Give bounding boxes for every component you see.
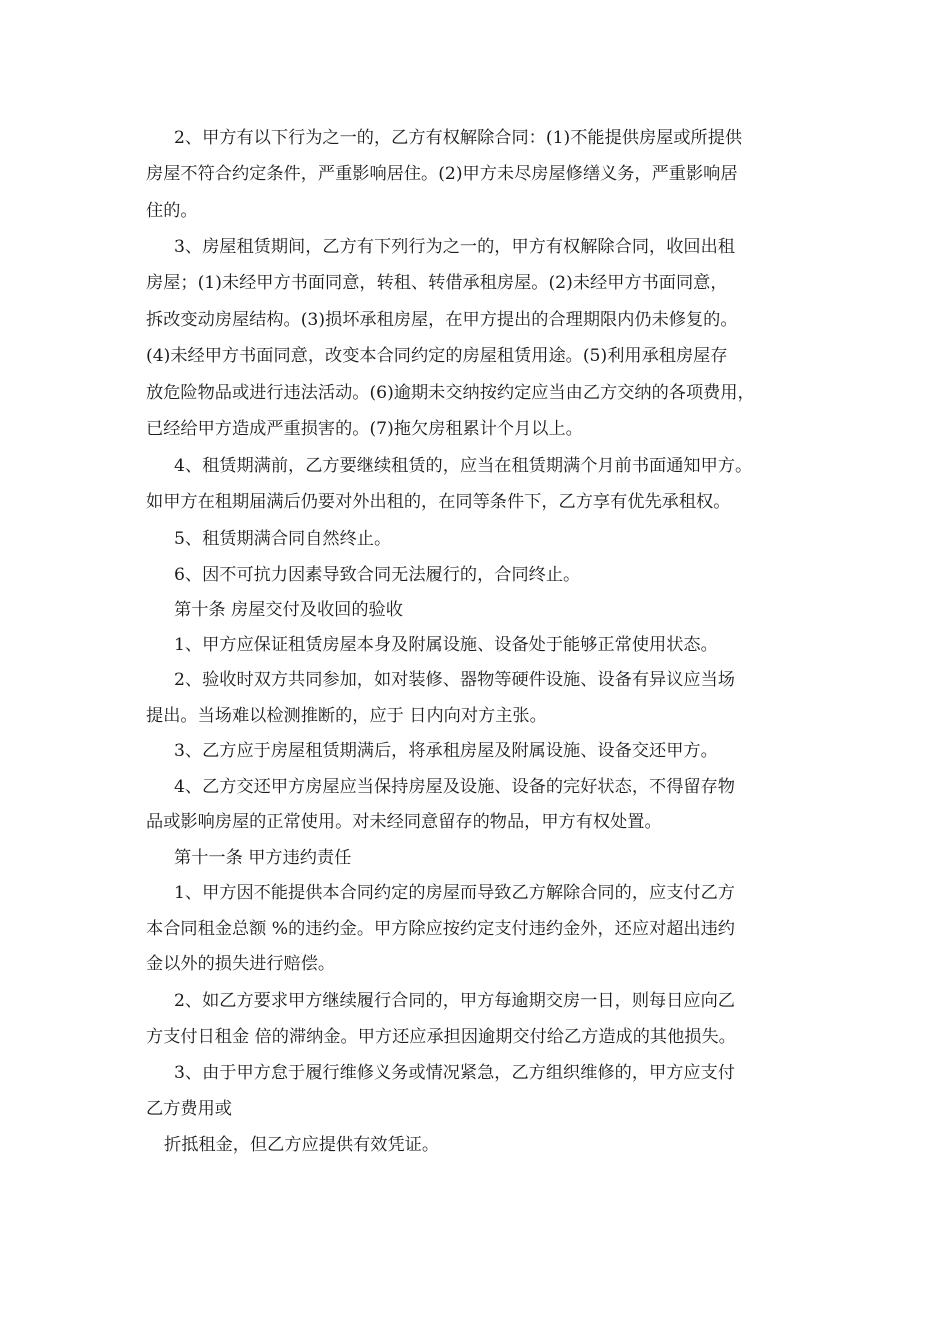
text-line: 放危险物品或进行违法活动。(6)逾期未交纳按约定应当由乙方交纳的各项费用， bbox=[146, 383, 755, 403]
text-line: 提出。当场难以检测推断的，应于 日内向对方主张。 bbox=[146, 706, 547, 726]
text-line: 4、租赁期满前，乙方要继续租赁的，应当在租赁期满个月前书面通知甲方。 bbox=[174, 456, 753, 476]
text-line: 5、租赁期满合同自然终止。 bbox=[174, 529, 392, 549]
text-line: 金以外的损失进行赔偿。 bbox=[146, 954, 336, 974]
section-heading: 第十一条 甲方违约责任 bbox=[174, 848, 352, 868]
text-line: 3、由于甲方怠于履行维修义务或情况紧急，乙方组织维修的，甲方应支付 bbox=[174, 1063, 735, 1083]
text-line: 2、甲方有以下行为之一的，乙方有权解除合同：(1)不能提供房屋或所提供 bbox=[174, 128, 743, 148]
text-line: 2、验收时双方共同参加，如对装修、器物等硬件设施、设备有异议应当场 bbox=[174, 670, 735, 690]
text-line: 房屋；(1)未经甲方书面同意，转租、转借承租房屋。(2)未经甲方书面同意， bbox=[146, 273, 728, 293]
text-line: 6、因不可抗力因素导致合同无法履行的，合同终止。 bbox=[174, 565, 581, 585]
text-line: 方支付日租金 倍的滞纳金。甲方还应承担因逾期交付给乙方造成的其他损失。 bbox=[146, 1027, 736, 1047]
text-line: 3、乙方应于房屋租赁期满后，将承租房屋及附属设施、设备交还甲方。 bbox=[174, 741, 718, 761]
text-line: 2、如乙方要求甲方继续履行合同的，甲方每逾期交房一日，则每日应向乙 bbox=[174, 991, 735, 1011]
text-line: 3、房屋租赁期间，乙方有下列行为之一的，甲方有权解除合同，收回出租 bbox=[174, 237, 735, 257]
section-heading: 第十条 房屋交付及收回的验收 bbox=[174, 600, 403, 620]
text-line: 乙方费用或 bbox=[146, 1099, 232, 1119]
text-line: 房屋不符合约定条件，严重影响居住。(2)甲方未尽房屋修缮义务，严重影响居 bbox=[146, 164, 738, 184]
text-line: 如甲方在租期届满后仍要对外出租的，在同等条件下，乙方享有优先承租权。 bbox=[146, 492, 731, 512]
text-line: 折抵租金，但乙方应提供有效凭证。 bbox=[164, 1135, 440, 1155]
text-line: 1、甲方因不能提供本合同约定的房屋而导致乙方解除合同的，应支付乙方 bbox=[174, 883, 735, 903]
text-line: 品或影响房屋的正常使用。对未经同意留存的物品，甲方有权处置。 bbox=[146, 812, 662, 832]
text-line: 本合同租金总额 %的违约金。甲方除应按约定支付违约金外，还应对超出违约 bbox=[146, 919, 735, 939]
text-line: 拆改变动房屋结构。(3)损坏承租房屋，在甲方提出的合理期限内仍未修复的。 bbox=[146, 310, 738, 330]
text-line: 已经给甲方造成严重损害的。(7)拖欠房租累计个月以上。 bbox=[146, 419, 583, 439]
text-line: 住的。 bbox=[146, 201, 198, 221]
text-line: 4、乙方交还甲方房屋应当保持房屋及设施、设备的完好状态，不得留存物 bbox=[174, 777, 735, 797]
text-line: (4)未经甲方书面同意，改变本合同约定的房屋租赁用途。(5)利用承租房屋存 bbox=[146, 346, 728, 366]
text-line: 1、甲方应保证租赁房屋本身及附属设施、设备处于能够正常使用状态。 bbox=[174, 635, 718, 655]
